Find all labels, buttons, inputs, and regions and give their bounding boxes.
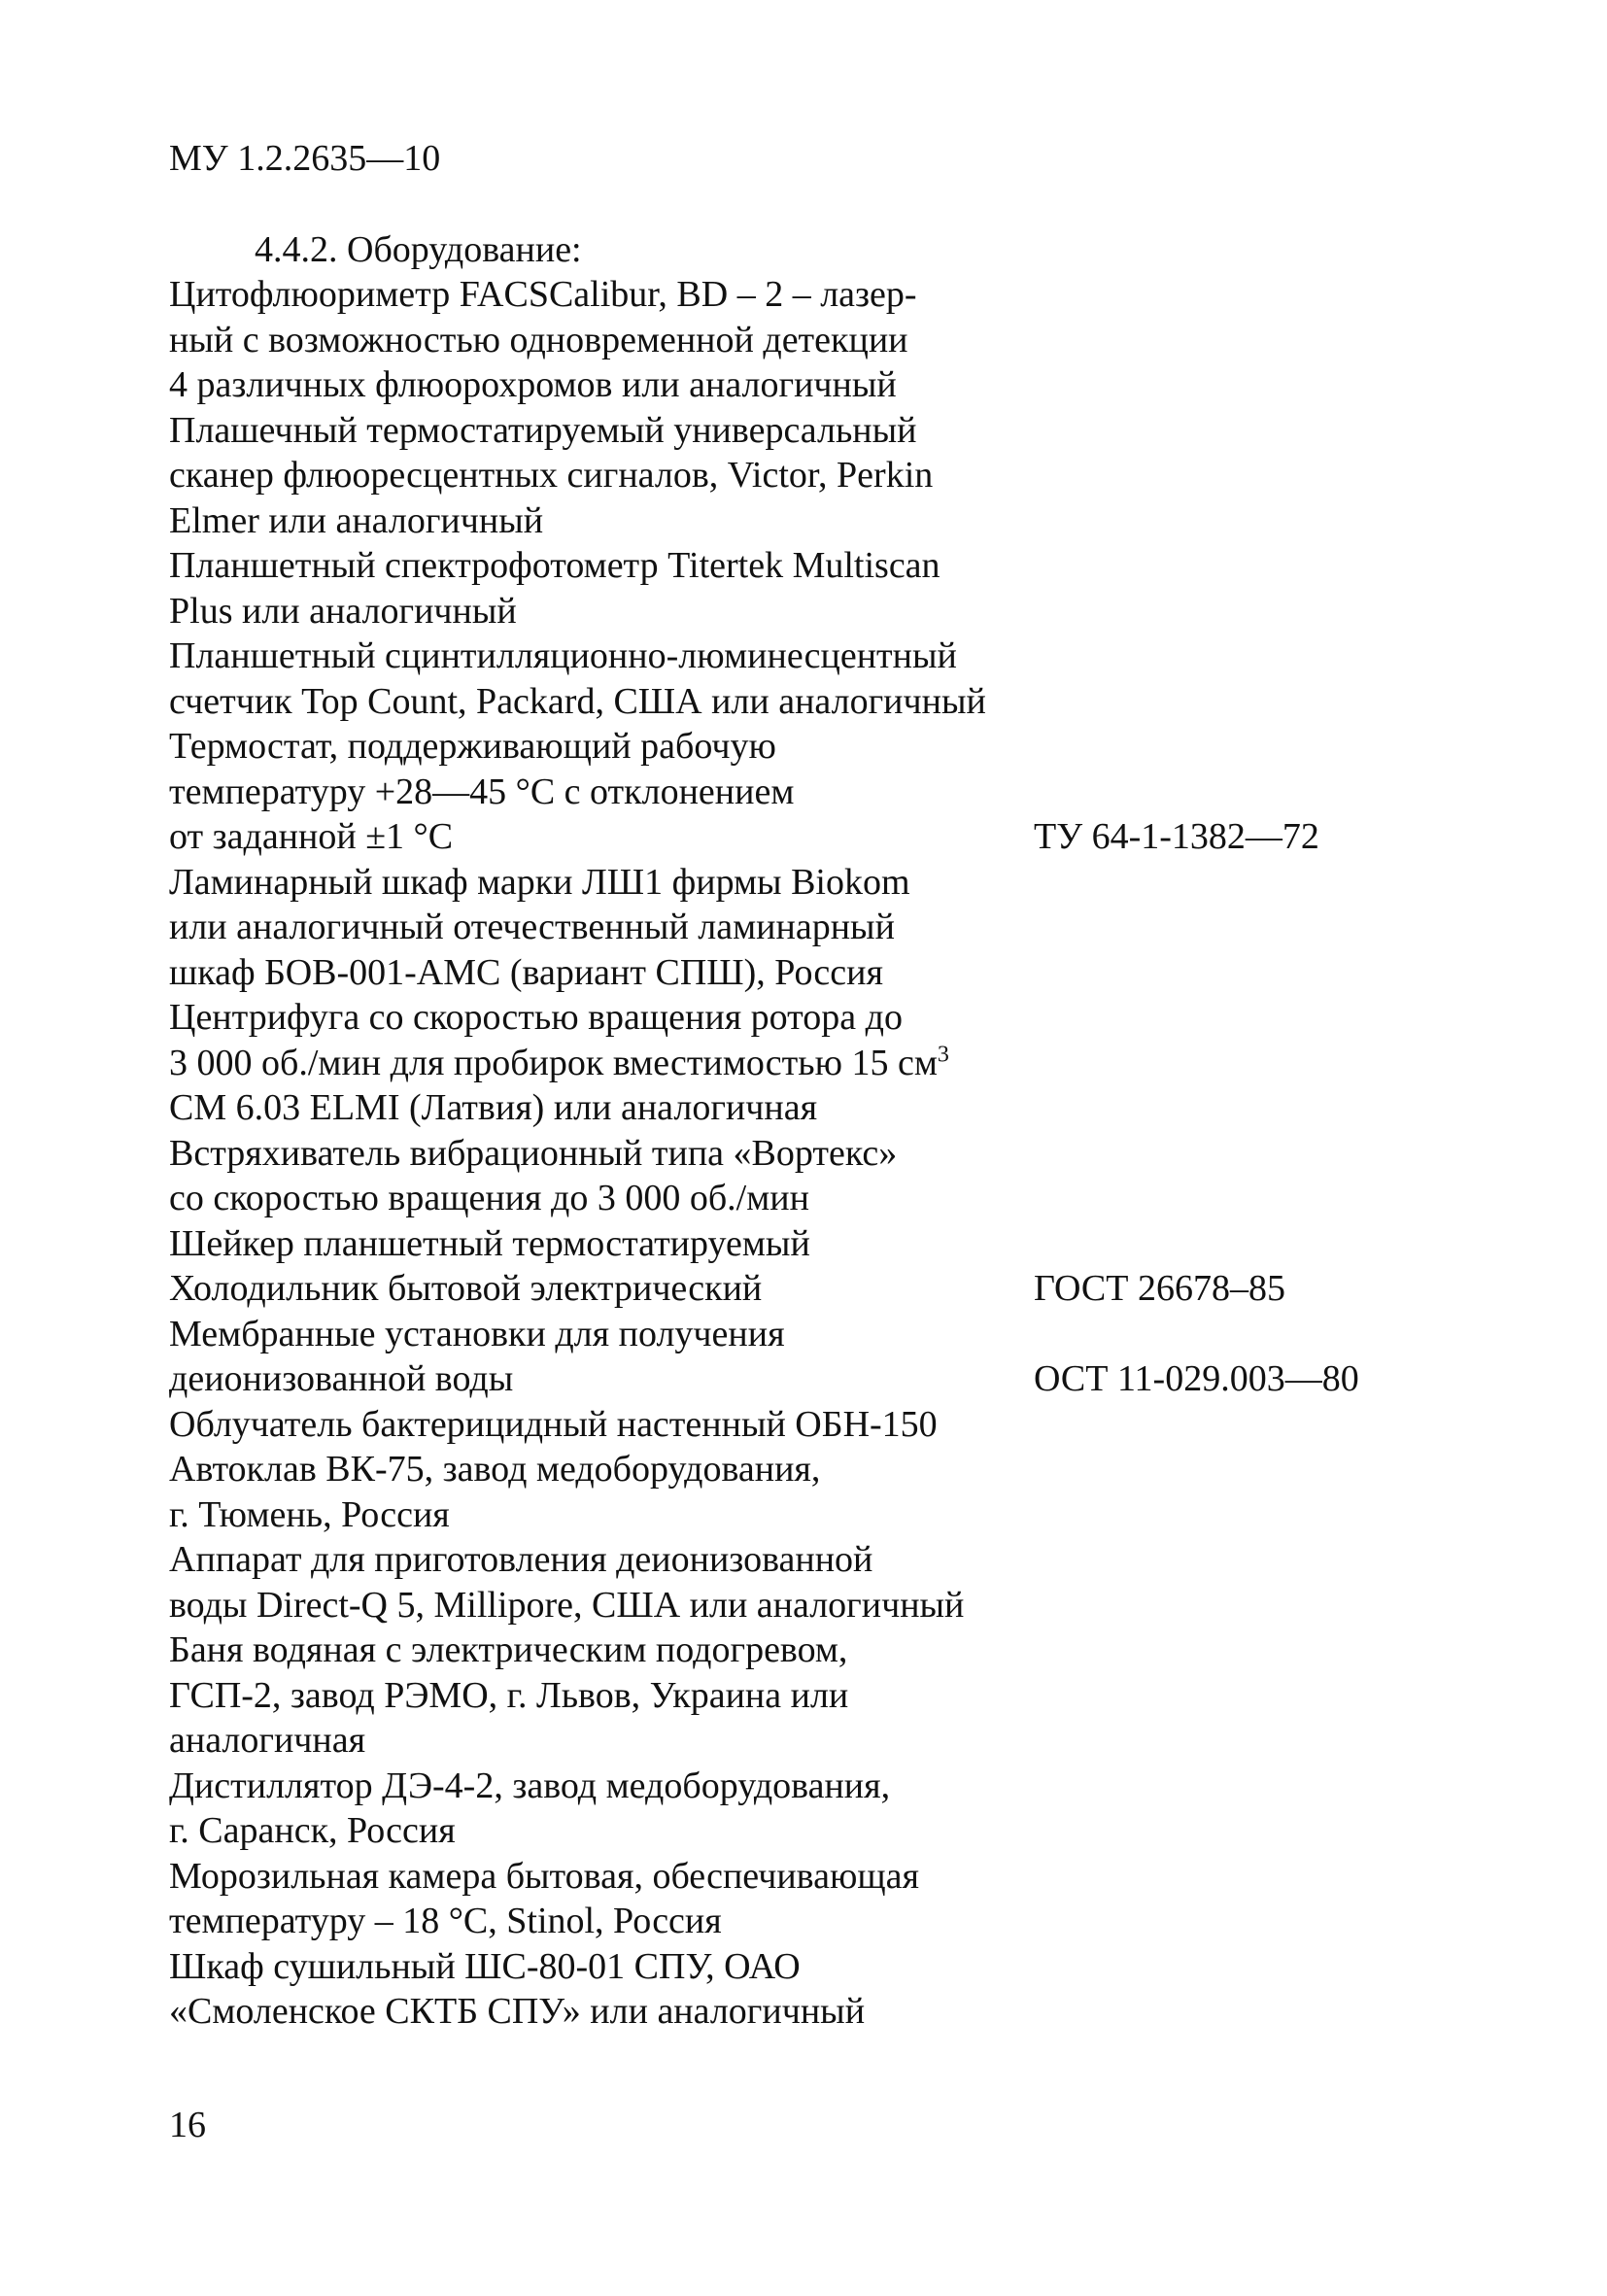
equipment-line-main: Цитофлюориметр FACSCalibur, BD – 2 – лазер-: [169, 274, 917, 315]
equipment-line: [169, 1447, 1432, 1492]
equipment-line: [169, 950, 1432, 996]
equipment-line-text: [169, 1447, 820, 1492]
equipment-line-text: [169, 453, 933, 498]
equipment-line-main: «Смоленское СКТБ СПУ» или аналогичный: [169, 1991, 866, 2032]
equipment-line-main: 4 различных флюорохромов или аналогичный: [169, 364, 897, 405]
equipment-line-text: [169, 770, 794, 815]
equipment-line-main: Plus или аналогичный: [169, 590, 517, 632]
equipment-line-text: [169, 679, 986, 725]
equipment-line: [169, 1356, 1432, 1402]
equipment-line-main: Планшетный спектрофотометр Titertek Multiscan: [169, 545, 940, 586]
equipment-line-text: [169, 1041, 949, 1086]
equipment-line-text: [169, 1989, 865, 2035]
equipment-line-main: ный с возможностью одновременной детекции: [169, 319, 908, 360]
equipment-line-text: [169, 1266, 762, 1312]
equipment-line-text: [169, 1356, 513, 1402]
equipment-line-text: [169, 1176, 809, 1221]
equipment-line: [169, 1854, 1432, 1900]
equipment-line-main: Дистиллятор ДЭ-4-2, завод медоборудования,: [169, 1765, 891, 1806]
equipment-line: [169, 318, 1432, 363]
equipment-line-text: [169, 589, 517, 634]
equipment-line: [169, 1041, 1432, 1086]
equipment-line-text: [169, 1764, 890, 1809]
equipment-line-text: [169, 1085, 817, 1131]
equipment-line: [169, 453, 1432, 498]
equipment-line: [169, 1176, 1432, 1221]
equipment-line: [169, 498, 1432, 544]
equipment-line-text: [169, 950, 883, 996]
equipment-line-main: Шейкер планшетный термостатируемый: [169, 1222, 810, 1264]
equipment-line-main: 3 000 об./мин для пробирок вместимостью 15 см: [169, 1042, 938, 1083]
standard-reference: ГОСТ 26678–85: [1034, 1268, 1285, 1309]
equipment-line-text: [169, 634, 957, 679]
equipment-line: [169, 905, 1432, 950]
equipment-line: [169, 814, 1432, 860]
equipment-line-main: или аналогичный отечественный ламинарный: [169, 907, 895, 947]
equipment-line: [169, 1583, 1432, 1628]
equipment-line-text: [169, 814, 453, 860]
equipment-line: [169, 679, 1432, 725]
equipment-line-main: Морозильная камера бытовая, обеспечивающая: [169, 1855, 919, 1897]
page-number: 16: [169, 2105, 206, 2145]
equipment-line-main: Шкаф сушильный ШС-80-01 СПУ, ОАО: [169, 1945, 801, 1987]
equipment-list: [169, 272, 1432, 2035]
equipment-line-main: г. Саранск, Россия: [169, 1810, 456, 1851]
equipment-line: [169, 1492, 1432, 1538]
section-title: 4.4.2. Оборудование:: [255, 229, 582, 270]
equipment-line: [169, 1085, 1432, 1131]
equipment-line-text: [169, 1944, 801, 1990]
equipment-line: [169, 1131, 1432, 1177]
equipment-line: [169, 995, 1432, 1041]
equipment-line-main: Планшетный сцинтилляционно-люминесцентный: [169, 635, 957, 676]
unit-superscript: 3: [937, 1041, 949, 1067]
equipment-line: [169, 543, 1432, 589]
equipment-line: [169, 724, 1432, 770]
equipment-line-main: Холодильник бытовой электрический: [169, 1268, 763, 1309]
equipment-line-main: Elmer или аналогичный: [169, 499, 544, 541]
equipment-line-main: Мембранные установки для получения: [169, 1313, 785, 1354]
equipment-line-main: Автоклав ВК-75, завод медоборудования,: [169, 1449, 821, 1490]
equipment-line: [169, 1718, 1432, 1764]
equipment-line-main: ГСП-2, завод РЭМО, г. Львов, Украина или: [169, 1674, 849, 1716]
equipment-line-main: деионизованной воды: [169, 1358, 514, 1399]
equipment-line: [169, 1266, 1432, 1312]
equipment-line-main: Аппарат для приготовления деионизованной: [169, 1539, 873, 1580]
equipment-line-main: шкаф БОВ-001-АМС (вариант СПШ), Россия: [169, 951, 883, 993]
equipment-line-text: [169, 724, 776, 770]
equipment-line-text: [169, 1492, 450, 1538]
equipment-line-main: СМ 6.03 ELMI (Латвия) или аналогичная: [169, 1087, 818, 1128]
equipment-line-text: [169, 1402, 938, 1448]
equipment-line-text: [169, 1221, 810, 1267]
equipment-line-main: аналогичная: [169, 1720, 366, 1761]
equipment-line: [169, 589, 1432, 634]
equipment-line-text: [169, 1854, 919, 1900]
equipment-line-text: [169, 860, 910, 906]
equipment-line-main: воды Direct-Q 5, Millipore, США или аналогичный: [169, 1584, 965, 1626]
equipment-line: [169, 1899, 1432, 1944]
equipment-line-main: Плашечный термостатируемый универсальный: [169, 409, 917, 451]
equipment-line-text: [169, 318, 908, 363]
equipment-line-main: от заданной ±1 °С: [169, 816, 454, 857]
equipment-line: [169, 634, 1432, 679]
equipment-line-main: со скоростью вращения до 3 000 об./мин: [169, 1178, 809, 1218]
equipment-line-text: [169, 1312, 785, 1357]
equipment-line-text: [169, 272, 917, 318]
equipment-line: [169, 1628, 1432, 1673]
equipment-line: [169, 770, 1432, 815]
equipment-line-main: температуру – 18 °С, Stinol, Россия: [169, 1901, 722, 1941]
document-header: МУ 1.2.2635—10: [169, 138, 441, 179]
equipment-line: [169, 860, 1432, 906]
equipment-line: [169, 1764, 1432, 1809]
equipment-line: [169, 1402, 1432, 1448]
equipment-line: [169, 1673, 1432, 1719]
equipment-line-text: [169, 1131, 897, 1177]
equipment-line-text: [169, 362, 897, 408]
equipment-line: [169, 272, 1432, 318]
equipment-line: [169, 1312, 1432, 1357]
equipment-line-main: температуру +28—45 °С с отклонением: [169, 771, 795, 812]
equipment-line: [169, 1808, 1432, 1854]
equipment-line-text: [169, 1537, 872, 1583]
equipment-line-text: [169, 543, 940, 589]
equipment-line-main: Облучатель бактерицидный настенный ОБН-150: [169, 1403, 938, 1445]
equipment-line-text: [169, 1673, 848, 1719]
equipment-line-text: [169, 1583, 964, 1628]
equipment-line-text: [169, 995, 903, 1041]
equipment-line-text: [169, 1899, 722, 1944]
standard-reference: ОСТ 11-029.003—80: [1034, 1358, 1359, 1399]
equipment-line: [169, 1944, 1432, 1990]
equipment-line: [169, 1537, 1432, 1583]
standard-reference: ТУ 64-1-1382—72: [1034, 816, 1319, 857]
equipment-line: [169, 1989, 1432, 2035]
equipment-line: [169, 1221, 1432, 1267]
equipment-line-text: [169, 1718, 365, 1764]
equipment-line-main: Ламинарный шкаф марки ЛШ1 фирмы Biokom: [169, 861, 910, 903]
equipment-line-main: сканер флюоресцентных сигналов, Victor, Perkin: [169, 455, 934, 496]
equipment-line-main: Термостат, поддерживающий рабочую: [169, 726, 776, 767]
equipment-line-main: г. Тюмень, Россия: [169, 1493, 450, 1535]
equipment-line-text: [169, 408, 916, 454]
equipment-line-main: счетчик Top Count, Packard, США или аналогичный: [169, 680, 986, 722]
equipment-line-main: Баня водяная с электрическим подогревом,: [169, 1629, 848, 1670]
equipment-line-text: [169, 1628, 847, 1673]
equipment-line: [169, 362, 1432, 408]
equipment-line-main: Центрифуга со скоростью вращения ротора до: [169, 997, 903, 1038]
equipment-line-text: [169, 905, 895, 950]
equipment-line: [169, 408, 1432, 454]
equipment-line-main: Встряхиватель вибрационный типа «Вортекс»: [169, 1132, 898, 1174]
equipment-line-text: [169, 498, 543, 544]
equipment-line-text: [169, 1808, 456, 1854]
